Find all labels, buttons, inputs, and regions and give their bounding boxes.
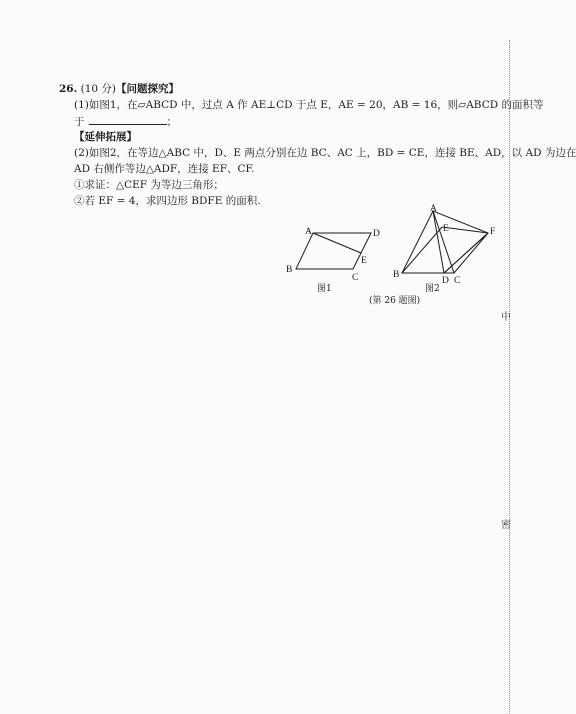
fig1-label-d: D [373,229,380,239]
problem-number: 26. [59,83,78,95]
segment-cf [454,233,488,273]
segment-df [444,233,488,273]
section-title-1: 【问题探究】 [116,83,180,95]
part1-line2-start: 于 [74,116,85,128]
part2-line2: AD 右侧作等边△ADF，连接 EF、CF. [74,163,255,175]
fig2-label-b: B [393,270,400,280]
fig1-label-e: E [361,256,367,266]
part1-line2 [74,114,177,129]
figure-1-caption: 图1 [317,284,332,294]
answer-blank [89,114,167,125]
fig2-label-a: A [430,204,437,214]
figure-1-diagram [283,222,393,283]
fig2-label-d: D [442,276,449,286]
edge-mark-1: 中 [501,312,511,323]
part1-line2-end: ； [166,116,177,128]
fig1-label-c: C [352,273,359,283]
figure-2-caption: 图2 [425,284,440,294]
fig2-label-f: F [490,227,496,237]
part1-line1: (1)如图1，在▱ABCD 中，过点 A 作 AE⊥CD 于点 E，AE = 20，AB = 16，则▱ABCD 的面积等 [74,99,544,111]
part2-line1: (2)如图2，在等边△ABC 中，D、E 两点分别在边 BC、AC 上，BD = CE，连接 BE、AD，以 AD 为边在 [74,147,576,159]
sub-question-1: ①求证：△CEF 为等边三角形； [74,179,224,191]
binding-line [509,40,513,714]
sub-question-2: ②若 EF = 4，求四边形 BDFE 的面积. [74,195,261,207]
problem-header [59,82,179,96]
fig2-label-e: E [443,224,449,234]
figures-caption: (第 26 题图) [369,296,421,306]
edge-mark-2: 密 [501,520,511,531]
parallelogram-abcd [296,233,371,269]
fig2-label-c: C [454,276,461,286]
section-title-2: 【延伸拓展】 [74,131,137,143]
figure-2-diagram [390,203,500,289]
segment-ae [313,233,361,253]
fig1-label-b: B [286,265,293,275]
fig1-label-a: A [305,227,312,237]
problem-points: (10 分) [80,83,117,95]
